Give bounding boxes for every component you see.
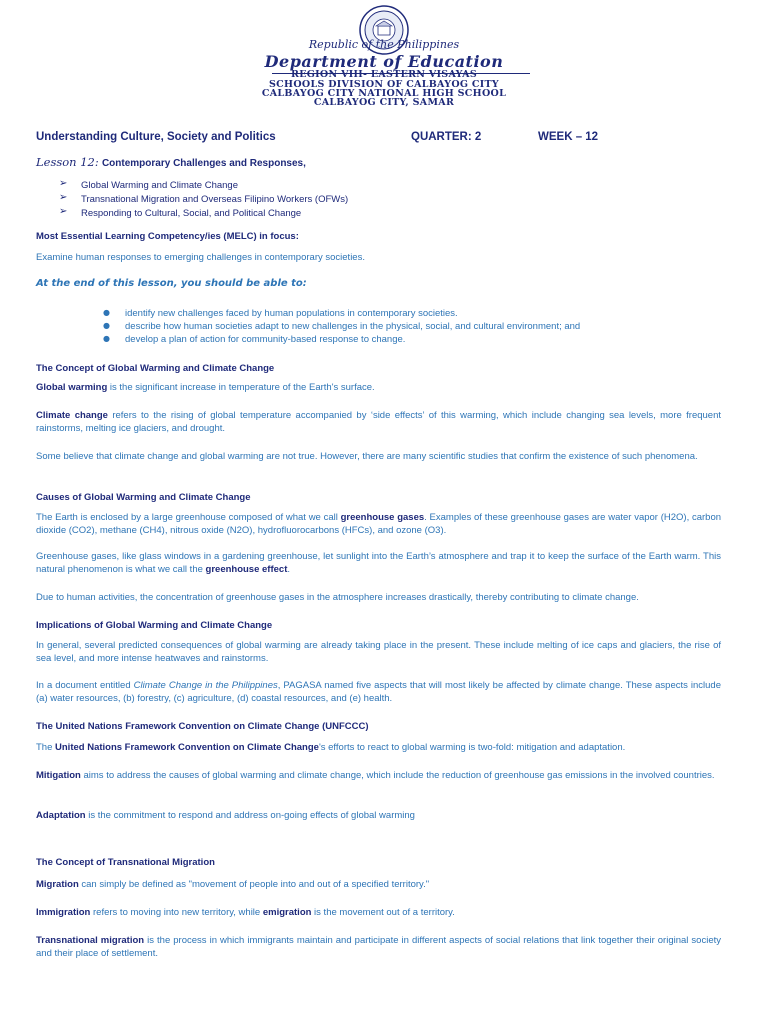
definition: is the commitment to respond and address on-going effects of global warming: [85, 810, 415, 821]
school-line: CALBAYOG CITY NATIONAL HIGH SCHOOL: [261, 88, 507, 99]
subject-title: Understanding Culture, Society and Politics: [36, 131, 276, 143]
topic-item: Responding to Cultural, Social, and Political Change: [81, 208, 302, 219]
topic-item: Global Warming and Climate Change: [81, 180, 239, 191]
definition: refers to the rising of global temperature accompanied by ‘side effects’ of this warming, which include changing sea levels, more frequent rainstorms, melting ice glaciers, and drought.: [36, 410, 721, 434]
term: greenhouse gases: [340, 512, 425, 523]
paragraph-pagasa: [36, 679, 721, 705]
paragraph-human-activities: Due to human activities, the concentration of greenhouse gases in the atmosphere increases drastically, thereby contributing to climate change.: [36, 592, 639, 603]
text: .: [287, 564, 290, 575]
bullet-icon: ●: [103, 321, 110, 330]
melc-text: Examine human responses to emerging challenges in contemporary societies.: [36, 252, 365, 263]
term: Adaptation: [36, 810, 86, 821]
division-line: SCHOOLS DIVISION OF CALBAYOG CITY: [269, 79, 499, 90]
paragraph-belief: Some believe that climate change and global warming are not true. However, there are many scientific studies that confirm the existence of such phenomena.: [36, 451, 698, 462]
paragraph-transnational-migration: [36, 934, 721, 960]
term: Transnational migration: [36, 935, 145, 946]
republic-line: Republic of the Philippines: [308, 38, 460, 51]
text: , PAGASA named five aspects that will most likely be affected by climate change. These aspects include (a) water resources, (b) forestry, (c) agriculture, (d) coastal resources, and (e) health.: [36, 680, 721, 704]
arrow-bullet-icon: ➢: [59, 206, 68, 217]
lesson-name: Contemporary Challenges and Responses,: [101, 158, 306, 169]
text: The: [36, 742, 56, 753]
text: Greenhouse gases, like glass windows in a gardening greenhouse, let sunlight into the Earth’s atmosphere and trap it to keep the surface of the Earth warm. This natural phenomenon is what we call the: [36, 551, 721, 575]
paragraph-immigration: [36, 906, 721, 919]
paragraph-mitigation: [36, 769, 721, 782]
arrow-bullet-icon: ➢: [59, 178, 68, 189]
melc-heading: Most Essential Learning Competency/ies (MELC) in focus:: [36, 231, 299, 242]
lesson-label: Lesson 12:: [36, 155, 99, 169]
term: greenhouse effect: [205, 564, 288, 575]
week-label: WEEK – 12: [538, 131, 599, 143]
quarter-label: QUARTER: 2: [411, 131, 482, 143]
city-line: CALBAYOG CITY, SAMAR: [313, 97, 455, 108]
section-heading: Causes of Global Warming and Climate Change: [36, 492, 251, 503]
department-name: Department of Education: [264, 52, 504, 71]
definition: is the process in which immigrants maintain and participate in different aspects of social relations that link together their original society and their place of settlement.: [36, 935, 722, 959]
term: Immigration: [36, 907, 91, 918]
paragraph-adaptation: [36, 809, 721, 822]
definition: is the significant increase in temperature of the Earth's surface.: [107, 382, 375, 393]
objective-item: develop a plan of action for community-based response to change.: [125, 334, 406, 345]
definition: is the movement out of a territory.: [311, 907, 455, 918]
bullet-icon: ●: [103, 334, 110, 343]
section-heading: Implications of Global Warming and Climate Change: [36, 620, 273, 631]
objectives-heading: At the end of this lesson, you should be able to:: [36, 278, 307, 289]
section-heading: The Concept of Global Warming and Climate Change: [36, 363, 275, 374]
paragraph-migration: [36, 878, 721, 891]
text: . Examples of these greenhouse gases are water vapor (H2O), carbon dioxide (CO2), methane (CH4), nitrous oxide (N2O), hydrofluorocarbons (HFCs), and ozone (O3).: [36, 512, 722, 536]
paragraph-consequences: In general, several predicted consequences of global warming are already taking place in the present. These include melting of ice caps and glaciers, the rise of sea level, and more intense heatwaves and rainstorms.: [36, 640, 721, 664]
paragraph-unfccc: [36, 741, 721, 754]
term: emigration: [262, 907, 312, 918]
definition: aims to address the causes of global warming and climate change, which include the reduction of greenhouse gas emissions in the involved countries.: [80, 770, 715, 781]
paragraph-global-warming: [36, 381, 721, 394]
term: Migration: [36, 879, 79, 890]
region-line: REGION VIII- EASTERN VISAYAS: [291, 69, 477, 80]
text: The Earth is enclosed by a large greenhouse composed of what we call: [36, 512, 341, 523]
term: Mitigation: [36, 770, 81, 781]
objective-item: describe how human societies adapt to new challenges in the physical, social, and cultural environment; and: [125, 321, 581, 332]
section-heading: The United Nations Framework Convention on Climate Change (UNFCCC): [36, 721, 369, 732]
section-heading: The Concept of Transnational Migration: [36, 857, 215, 868]
text: 's efforts to react to global warming is two-fold: mitigation and adaptation.: [318, 742, 626, 753]
document-title: Climate Change in the Philippines: [133, 680, 278, 691]
definition: can simply be defined as "movement of people into and out of a specified territory.": [78, 879, 430, 890]
paragraph-greenhouse-effect: [36, 550, 721, 576]
paragraph-greenhouse-gases: [36, 511, 721, 537]
term: United Nations Framework Convention on Climate Change: [55, 742, 319, 753]
objective-item: identify new challenges faced by human populations in contemporary societies.: [125, 308, 458, 319]
lesson-title: [36, 155, 306, 169]
paragraph-climate-change: [36, 409, 721, 435]
topic-item: Transnational Migration and Overseas Filipino Workers (OFWs): [81, 194, 349, 205]
bullet-icon: ●: [103, 308, 110, 317]
text: In a document entitled: [36, 680, 134, 691]
term: Climate change: [36, 410, 108, 421]
term: Global warming: [36, 382, 108, 393]
arrow-bullet-icon: ➢: [59, 192, 68, 203]
text: refers to moving into new territory, while: [90, 907, 263, 918]
